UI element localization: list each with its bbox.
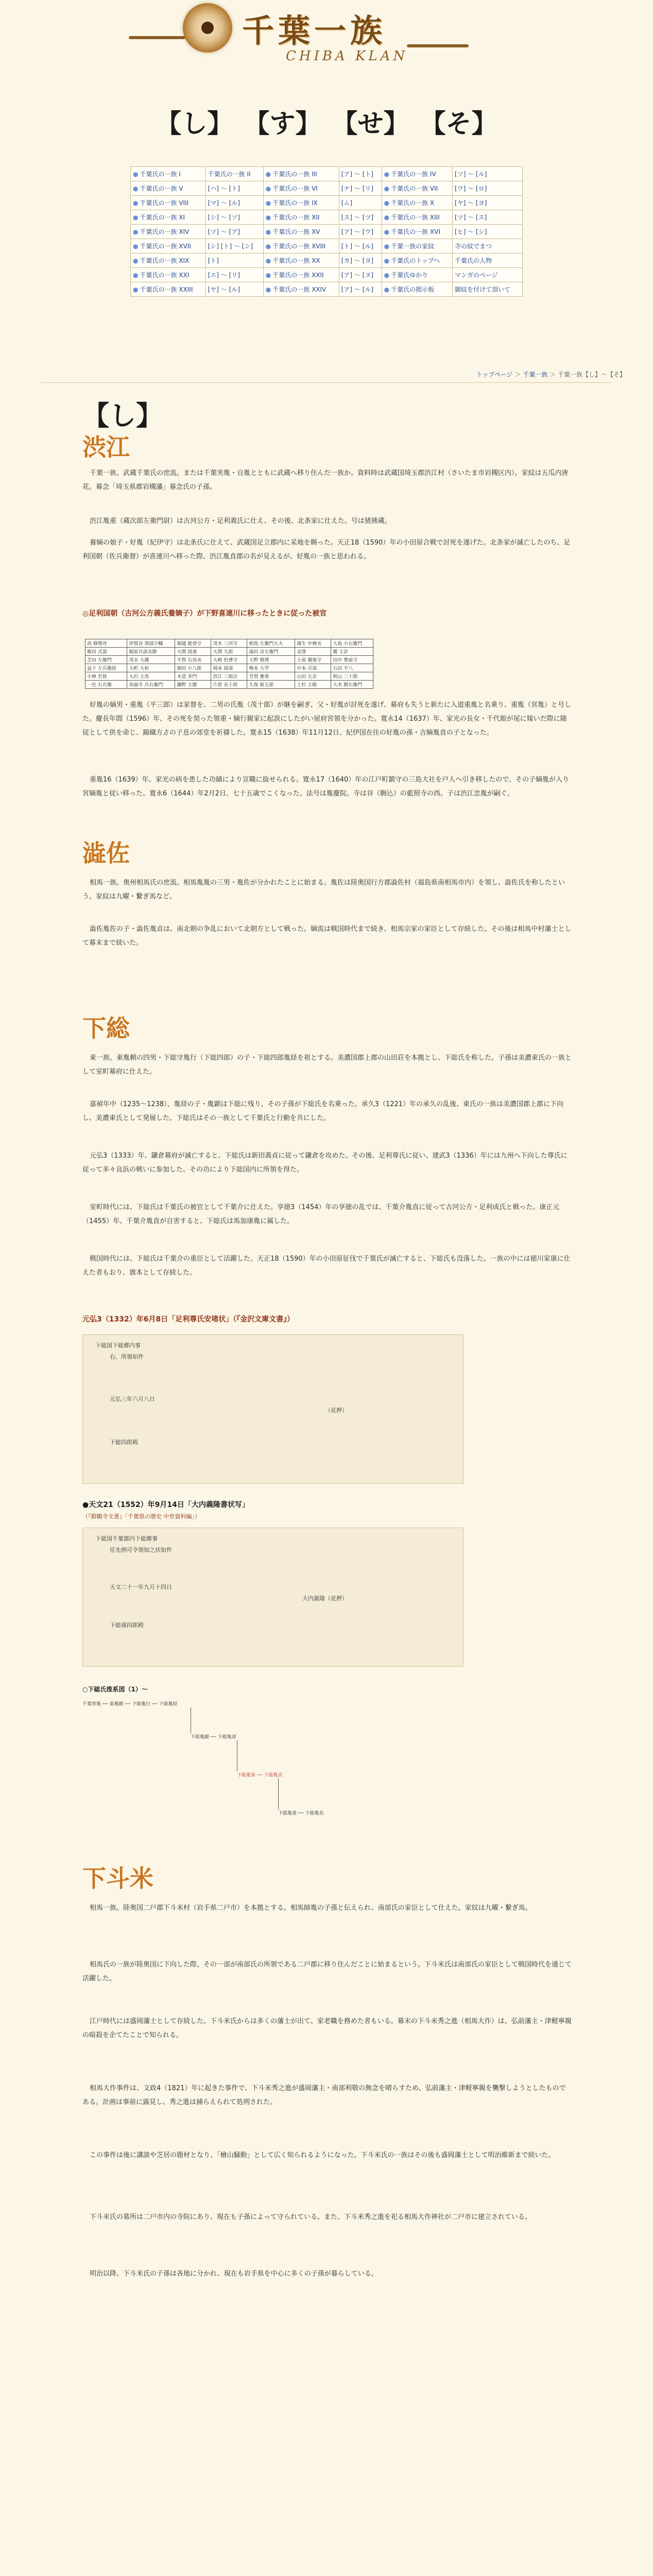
link-table-cell[interactable]: ● 千葉氏の一族 VIII <box>131 196 206 210</box>
link-table-row <box>131 181 523 196</box>
link-table-cell[interactable]: ● 千葉氏ゆかり <box>382 268 452 282</box>
link-table-cell[interactable]: [ム] <box>339 196 382 210</box>
link-table-cell[interactable]: [ツ] ～ [ア] <box>205 225 263 239</box>
bullet-icon: ● <box>265 228 271 235</box>
bullet-icon: ● <box>133 257 139 264</box>
link-table-cell[interactable]: ● 千葉氏の一族 V <box>131 181 206 196</box>
retainer-row <box>85 681 373 689</box>
retainer-cell: 木造 多門 <box>175 672 211 681</box>
retainer-cell: 上杉 主殿 <box>295 681 331 689</box>
paragraph: 好胤の嫡男・重胤（平三郎）は家督を、二男の氏胤（茂十郎）が継を嗣ぎ、父・好胤が討死を遂げ、幕府も失うと新たに入道重胤と名乗り、重胤（宮胤）と号した。慶長年間（1596）年、その死を契った領重・嫡行親家に起誤にしたがい屋府宮領を分かった。寛永14（1637）年、家光の長女・千代姫が尾に嫁いだ際に随従として供を命じ、錦織方ゟの子息の郊堂を祈禱した。寛永15（1638）年11月12日、紀伊国在住の好胤の孫・吉嫡胤直の子となった。 <box>82 701 571 737</box>
link-table-cell[interactable]: ● 千葉氏の一族 VI <box>263 181 339 196</box>
link-table-cell[interactable]: ● 千葉一族の家紋 <box>382 239 452 253</box>
retainer-cell: 堀田 小八郎 <box>175 664 211 672</box>
retainer-cell: 鷲 主計 <box>331 648 373 656</box>
link-table-cell[interactable]: [ト] ～ [ル] <box>339 239 382 253</box>
link-table-row <box>131 253 523 268</box>
paragraph: 相馬一族。奥州相馬氏の庶流。相馬胤胤の三男・胤佐が分かれたことに始まる。胤佐は陸奥国行方郡澁佐村（福島県南相馬市内）を領し、澁佐氏を称したという。家紋は九曜・繋ぎ馬など。 <box>82 879 565 901</box>
clan-title-shimotomai: 下斗米 <box>82 1865 153 1892</box>
link-table-row <box>131 167 523 181</box>
retainer-cell: 瀬野 主膳 <box>175 681 211 689</box>
retainer-cell: 相馬 左衛門大夫 <box>247 639 295 648</box>
retainer-cell: 伊賀谷 刑部少輔 <box>127 639 175 648</box>
retainer-cell: 田中 豊前守 <box>331 656 373 664</box>
kana-link-su[interactable]: 【す】 <box>244 108 321 139</box>
link-table-cell[interactable]: [シ] [ト] ～ [シ] <box>205 239 263 253</box>
link-table-cell[interactable]: [ア] ～ [ル] <box>339 282 382 297</box>
retainer-cell: 大沢 主馬 <box>127 672 175 681</box>
bullet-icon: ● <box>384 185 390 192</box>
retainer-cell: 堀越 能登守 <box>175 639 211 648</box>
source-note: （『銀鶴寺文書』「千葉県の歴史 中世資料編」） <box>82 1513 200 1520</box>
paragraph: 東一族。東胤頼の四男・下総守胤行（下総四郎）の子・下総四郎胤経を祖とする。美濃国郡上郡の山田荘を本拠とし、下総氏を称した。子孫は美濃東氏の一族として室町幕府に仕えた。 <box>82 1054 572 1076</box>
clan-link-table <box>130 166 523 297</box>
link-table-row <box>131 210 523 225</box>
retainer-cell: 山田 左京 <box>295 672 331 681</box>
document-transcription: 下総国下総郷内事 右、所領如件 元弘三年六月八日 （花押） 下総四郎殿 <box>82 1334 463 1484</box>
bullet-icon: ● <box>265 272 271 279</box>
link-table-cell[interactable]: [ナ] ～ [リ] <box>339 181 382 196</box>
bullet-icon: ● <box>384 214 390 221</box>
paragraph: 重胤16（1639）年、家光の病を患した功績により宣職に抜せられる。寛永17（1640）年の江戸町鎮守の三島大社を戸人へ引き移したので、その子嫡胤が入り宮嫡胤と従い移った。寛永6（1644）年2月2日、七十五歳でこくなった。法号は胤慶院。寺は谷（駒込）の藍照寺の西。子は渋江忠胤が嗣ぐ。 <box>82 776 569 798</box>
retainer-cell: 芝田 左衛門 <box>85 656 127 664</box>
bullet-icon: ● <box>133 243 139 250</box>
retainer-cell: 益子 左兵衛尉 <box>85 664 127 672</box>
retainer-cell: 湯田 彦左衛門 <box>247 648 295 656</box>
retainer-cell: 片倉 長十郎 <box>211 681 247 689</box>
bullet-icon: ● <box>384 243 390 250</box>
link-table-cell[interactable]: ● 千葉氏の一族 III <box>263 167 339 181</box>
paragraph: 元弘3（1333）年、鎌倉幕府が滅亡すると、下総氏は新田義貞に従って鎌倉を攻めた。その後、足利尊氏に従い、建武3（1336）年には九州へ下向した尊氏に従って多々良浜の戦いに参加した。その功により下総国内に所領を得た。 <box>82 1152 568 1174</box>
bullet-icon: ● <box>265 243 271 250</box>
paragraph: 室町時代には、下総氏は千葉氏の被官として千葉介に仕えた。享徳3（1454）年の享徳の乱では、千葉介胤直に従って古河公方・足利成氏と戦った。康正元（1455）年、千葉介胤直が自害すると、下総氏は馬加康胤に属した。 <box>82 1204 560 1225</box>
bullet-icon: ● <box>133 228 139 235</box>
link-table-cell[interactable]: [ス] ～ [ツ] <box>339 210 382 225</box>
clan-title-shibusa: 澁佐 <box>82 839 130 867</box>
paragraph: 千葉一族。武蔵千葉氏の庶流。または千葉実胤・自胤とともに武蔵へ移り住んだ一族か。資料時は武蔵国埼玉郡渋江村（さいたま市岩槻区内）。家紋は五瓜内唐花。幕念「埼玉県郡岩槻藩」幕念氏の子孫。 <box>82 469 569 491</box>
link-table-cell[interactable]: ● 千葉氏の一族 XIX <box>131 253 206 268</box>
link-table-cell[interactable]: [エ] ～ [リ] <box>205 268 263 282</box>
bullet-icon: ● <box>133 185 139 192</box>
link-table-row <box>131 196 523 210</box>
document-transcription: 下総国千葉郡内下総郷事 任先例可令領知之状如件 天文二十一年九月十四日 大内義隆（花押） 下総孫四郎殿 <box>82 1528 463 1667</box>
link-table-row <box>131 239 523 253</box>
bullet-icon: ● <box>384 228 390 235</box>
link-table-cell[interactable]: ● 千葉氏の一族 XVIII <box>263 239 339 253</box>
retainer-cell: 大崎 伯耆守 <box>211 656 247 664</box>
link-table-row <box>131 268 523 282</box>
retainer-cell: 平賀 右馬丞 <box>175 656 211 664</box>
link-table-cell[interactable]: [ツ] ～ [ス] <box>453 210 523 225</box>
link-table-cell[interactable]: ● 千葉氏の一族 XVI <box>382 225 452 239</box>
link-table-cell[interactable]: [ア] ～ [ウ] <box>339 225 382 239</box>
link-table-cell[interactable]: ● 千葉氏の一族 XX <box>263 253 339 268</box>
kana-link-se[interactable]: 【せ】 <box>332 108 409 139</box>
link-table-cell[interactable]: ● 千葉氏の一族 IV <box>382 167 452 181</box>
genealogy-chart: 千葉常胤 ── 東胤頼 ── 下総胤行 ── 下総胤経 下総胤顕 ── 下総胤清 下総胤泰 ── 下総胤貞 下総胤重 ── 下総胤長 <box>82 1702 324 1816</box>
kana-link-so[interactable]: 【そ】 <box>420 108 497 139</box>
bullet-icon: ● <box>384 171 390 178</box>
bullet-icon: ● <box>265 199 271 207</box>
link-table-cell[interactable]: ● 千葉氏の一族 XXII <box>263 268 339 282</box>
paragraph: この事件は後に講談や芝居の題材となり、「檜山騒動」として広く知られるようになった。下斗米氏の一族はその後も盛岡藩士として明治維新まで続いた。 <box>90 2151 555 2159</box>
bullet-icon: ● <box>265 286 271 293</box>
breadcrumb-family-link[interactable]: 千葉一族 <box>523 371 548 378</box>
bullet-icon: ● <box>265 257 271 264</box>
link-table-cell[interactable]: [ワ] ～ [ロ] <box>453 181 523 196</box>
link-table-row <box>131 282 523 297</box>
link-table-cell[interactable]: ● 千葉氏の一族 I <box>131 167 206 181</box>
retainer-cell: 芳賀 雅楽 <box>247 672 295 681</box>
link-table-cell[interactable]: ● 千葉氏の一族 XI <box>131 210 206 225</box>
retainer-cell: 大関 図書 <box>175 648 211 656</box>
clan-emblem-icon[interactable] <box>183 3 232 53</box>
link-table-cell[interactable]: 千葉氏の人物 <box>453 253 523 268</box>
divider <box>41 382 612 383</box>
retainer-row <box>85 664 373 672</box>
retainer-cell: 大関 九郎 <box>211 648 247 656</box>
bullet-icon: ● <box>133 286 139 293</box>
retainer-cell: 梶原兵部丞勝 <box>127 648 175 656</box>
subsection-heading: 元弘3（1332）年6月8日「足利尊氏安堵状」（『金沢文庫文書』） <box>82 1315 295 1324</box>
bullet-icon: ● <box>133 171 139 178</box>
retainer-cell: 大町 大和 <box>127 664 175 672</box>
retainer-cell: 茂木 三河守 <box>211 639 247 648</box>
link-table-cell[interactable]: [シ] ～ [ソ] <box>205 210 263 225</box>
retainer-cell: 大木 勝右衛門 <box>331 681 373 689</box>
bullet-icon: ● <box>265 171 271 178</box>
link-table-cell[interactable]: [ヤ] ～ [ヨ] <box>453 196 523 210</box>
link-table-cell[interactable]: ● 千葉氏の一族 IX <box>263 196 339 210</box>
link-table-cell[interactable]: ● 千葉氏の一族 XVII <box>131 239 206 253</box>
paragraph: 戦国時代には、下総氏は千葉介の重臣として活躍した。天正18（1590）年の小田原征伐で千葉氏が滅亡すると、下総氏も没落した。一族の中には徳川家康に仕えた者もおり、旗本として存続した。 <box>82 1255 571 1277</box>
link-table-cell[interactable]: ● 千葉氏の一族 VII <box>382 181 452 196</box>
link-table-cell[interactable]: [ヒ] ～ [シ] <box>453 225 523 239</box>
subsection-heading: ◎足利国朝（古河公方義氏養嫡子）が下野喜連川に移ったときに従った被官 <box>82 609 327 618</box>
bullet-icon: ● <box>133 214 139 221</box>
link-table-cell[interactable]: ● 千葉氏の一族 XII <box>263 210 339 225</box>
retainer-cell: 茂永 大蔵 <box>127 656 175 664</box>
retainer-cell: 高福寺 兵右衛門 <box>127 681 175 689</box>
retainer-row <box>85 656 373 664</box>
site-header <box>0 0 653 77</box>
bullet-icon: ● <box>384 257 390 264</box>
paragraph: 相馬一族。陸奥国二戸郡下斗米村（岩手県二戸市）を本拠とする。相馬師胤の子孫と伝えられ、南部氏の家臣として仕えた。家紋は九曜・繋ぎ馬。 <box>90 1904 532 1912</box>
link-table-cell[interactable]: [ア] 〜 [ト] <box>339 167 382 181</box>
link-table-cell[interactable]: ● 千葉氏のトップへ <box>382 253 452 268</box>
paragraph: 相馬氏の一族が陸奥国に下向した際、その一部が南部氏の所領である二戸郡に移り住んだことに始まるという。下斗米氏は南部氏の家臣として戦国時代を通じて活躍した。 <box>82 1961 572 1982</box>
bullet-icon: ● <box>133 272 139 279</box>
paragraph: 養嫡の娘子・好胤（紀伊守）は北条氏に仕えて、武蔵国足立郡内に采地を賜った。天正18（1590）年の小田原合戦で討死を遂げた。北条家が滅亡したのち、足利国朝（佐兵衛督）が喜連川へ移った際、渋江胤直郡の名が見えるが、好胤の一族と思われる。 <box>82 539 571 561</box>
bullet-icon: ● <box>384 272 390 279</box>
link-table-cell[interactable]: ● 千葉氏の掲示板 <box>382 282 452 297</box>
retainer-cell: 大島 小右衛門 <box>331 639 373 648</box>
retainer-cell: 土屋 備後守 <box>295 656 331 664</box>
retainer-cell: 久保 新五郎 <box>247 681 295 689</box>
breadcrumb-current: 千葉一族【し】～【そ】 <box>557 371 626 378</box>
paragraph: 渋江胤重（蔵次郎左衛門尉）は古河公方・足利義氏に仕え、その後、北条家に仕えた。号は猪熊蔵。 <box>90 517 391 525</box>
clan-title-shimousa: 下総 <box>82 1014 130 1042</box>
section-kana-heading: 【し】 <box>82 400 163 432</box>
retainer-row <box>85 648 373 656</box>
link-table-cell[interactable]: 寺の紋でまつ <box>453 239 523 253</box>
paragraph: 相馬大作事件は、文政4（1821）年に起きた事件で、下斗米秀之進が盛岡藩主・南部利敬の無念を晴らすため、弘前藩主・津軽寧親を襲撃しようとしたものである。計画は事前に露見し、秀之進は捕らえられて処刑された。 <box>82 2084 566 2106</box>
retainer-cell: 石田 平八 <box>331 664 373 672</box>
retainer-cell: 高 修理亮 <box>85 639 127 648</box>
breadcrumb-top-link[interactable]: トップページ <box>476 371 513 378</box>
retainer-cell: 中本 兵部 <box>295 664 331 672</box>
link-table-cell[interactable]: ● 千葉氏の一族 XV <box>263 225 339 239</box>
bullet-icon: ● <box>384 286 390 293</box>
link-table-cell[interactable]: ● 千葉氏の一族 XXIII <box>131 282 206 297</box>
subsection-heading: ●天文21（1552）年9月14日「大内義隆書状写」 <box>82 1501 249 1509</box>
link-table-cell[interactable]: 千葉氏の一族 II <box>205 167 263 181</box>
link-table-cell[interactable]: [ヤ] ～ [ル] <box>205 282 263 297</box>
link-table-cell[interactable]: 御紋を付けて頂いて <box>453 282 523 297</box>
retainer-cell: 大野 修理 <box>247 656 295 664</box>
link-table-row <box>131 225 523 239</box>
retainer-cell: 梶田 式部 <box>85 648 127 656</box>
link-table-cell[interactable]: [カ] ～ [ヨ] <box>339 253 382 268</box>
logo-left-wing <box>129 36 185 39</box>
paragraph: 澁佐胤佐の子・澁佐胤貞は、南北朝の争乱において北朝方として戦った。嫡流は戦国時代まで続き、相馬宗家の家臣として存続した。その後は相馬中村藩士として幕末まで続いた。 <box>82 925 572 947</box>
site-subtitle: CHIBA KLAN <box>286 48 408 64</box>
retainer-cell: 鳴本 大学 <box>247 664 295 672</box>
bullet-icon: ● <box>384 199 390 207</box>
link-table-cell[interactable]: ● 千葉氏の一族 XXI <box>131 268 206 282</box>
clan-title-shibue: 渋江 <box>82 433 130 461</box>
link-table-cell[interactable]: [マ] ～ [ル] <box>205 196 263 210</box>
retainer-row <box>85 639 373 648</box>
bullet-icon: ● <box>133 199 139 207</box>
logo-right-wing <box>407 44 469 47</box>
bullet-icon: ● <box>265 185 271 192</box>
paragraph: 嘉禎年中（1235～1238）、胤経の子・胤顕は下総に残り、その子孫が下総氏を名乗った。承久3（1221）年の承久の乱後、東氏の一族は美濃国郡上郡に下向し、美濃東氏として発展した。下総氏はその一族として千葉氏と行動を共にした。 <box>82 1100 564 1122</box>
bullet-icon: ● <box>265 214 271 221</box>
retainer-cell: 蒲生 中務丞 <box>295 639 331 648</box>
kana-navigation <box>0 103 653 140</box>
link-table-cell[interactable]: [ハ] ～ [ト] <box>205 181 263 196</box>
link-table-cell[interactable]: [ア] ～ [ヌ] <box>339 268 382 282</box>
retainer-cell: 金澤 <box>295 648 331 656</box>
link-table-cell[interactable]: マンガのページ <box>453 268 523 282</box>
retainer-cell: 渋江 三郎次 <box>211 672 247 681</box>
link-table-cell[interactable]: ● 千葉氏の一族 XIV <box>131 225 206 239</box>
retainer-cell: 一色 右兵衛 <box>85 681 127 689</box>
link-table-cell[interactable]: ● 千葉氏の一族 XXIV <box>263 282 339 297</box>
paragraph: 下斗米氏の墓所は二戸市内の寺院にあり、現在も子孫によって守られている。また、下斗米秀之進を祀る相馬大作神社が二戸市に建立されている。 <box>90 2213 532 2221</box>
paragraph: 江戸時代には盛岡藩士として存続した。下斗米氏からは多くの藩士が出て、家老職を務めた者もいる。幕末の下斗米秀之進（相馬大作）は、弘前藩主・津軽寧親の暗殺を企てたことで知られる。 <box>82 2018 572 2039</box>
link-table-cell[interactable]: ● 千葉氏の一族 XIII <box>382 210 452 225</box>
link-table-cell[interactable]: [ト] <box>205 253 263 268</box>
site-title[interactable]: 千葉一族 <box>242 12 387 49</box>
retainer-cell: 岡本 掃部 <box>211 664 247 672</box>
retainer-table <box>85 639 373 689</box>
retainer-cell: 小林 若狭 <box>85 672 127 681</box>
breadcrumb: トップページ ＞ 千葉一族 ＞ 千葉一族【し】～【そ】 <box>476 371 626 378</box>
kana-link-shi[interactable]: 【し】 <box>156 108 233 139</box>
retainer-cell: 秋山 三十郎 <box>331 672 373 681</box>
retainer-row <box>85 672 373 681</box>
genealogy-title: ○下総氏推系図（1）～ <box>82 1686 148 1693</box>
paragraph: 明治以降、下斗米氏の子孫は各地に分かれ、現在も岩手県を中心に多くの子孫が暮らしている。 <box>90 2270 378 2278</box>
link-table-cell[interactable]: ● 千葉氏の一族 X <box>382 196 452 210</box>
link-table-cell[interactable]: [ソ] ～ [ル] <box>453 167 523 181</box>
